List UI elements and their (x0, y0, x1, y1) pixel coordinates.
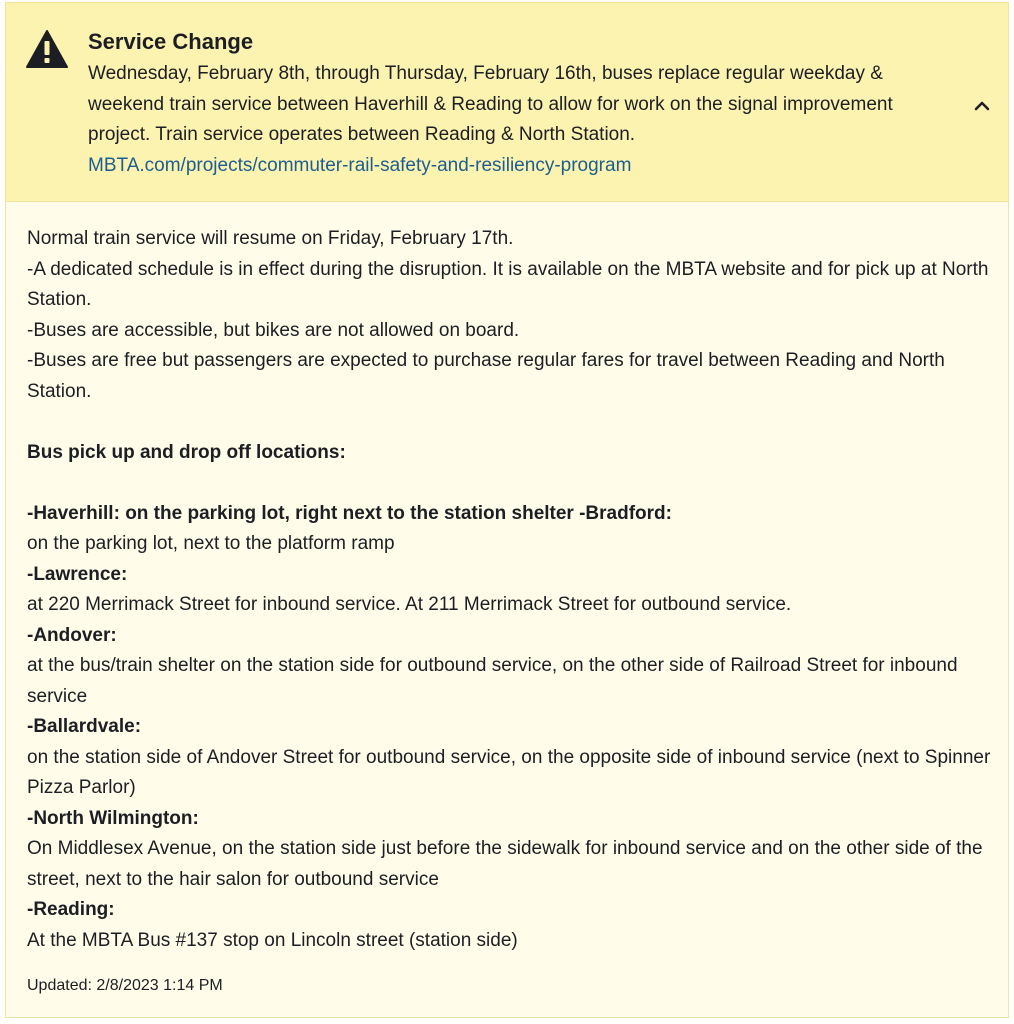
warning-triangle-icon (26, 29, 68, 69)
location-detail: on the parking lot, next to the platform ramp (27, 533, 395, 554)
location-detail: on the station side of Andover Street for outbound service, on the opposite side of inbound service (next to Spinner Pizza Parlor) (27, 746, 991, 798)
location-name: -Ballardvale: (27, 716, 142, 737)
location-detail: At the MBTA Bus #137 stop on Lincoln street (station side) (27, 929, 518, 951)
location-detail: On Middlesex Avenue, on the station side just before the sidewalk for inbound service and on the other side of the street, next to the hair salon for outbound service (27, 838, 983, 890)
location-name: -Reading: (27, 899, 115, 920)
alert-summary-text: Wednesday, February 8th, through Thursday, February 16th, buses replace regular weekday & weekend train service between Haverhill & Reading to allow for work on the signal improvement project. Train service operates between Reading & North Station. (88, 63, 893, 145)
alert-title: Service Change (88, 29, 254, 54)
location-name: -Andover: (27, 624, 117, 646)
intro-line: -A dedicated schedule is in effect during the disruption. It is available on the MBTA website and for pick up at North Station. (27, 258, 989, 310)
location-name: -North Wilmington: (27, 807, 199, 829)
intro-line: -Buses are accessible, but bikes are not allowed on board. (27, 319, 520, 341)
locations-heading: Bus pick up and drop off locations: (27, 441, 346, 463)
location-name: -Lawrence: (27, 563, 128, 585)
alert-body (27, 224, 992, 956)
chevron-up-icon (964, 87, 1000, 123)
location-detail: at 220 Merrimack Street for inbound service. At 211 Merrimack Street for outbound service. (27, 594, 792, 615)
location-detail: at the bus/train shelter on the station side for outbound service, on the other side of Railroad Street for inbound service (27, 655, 958, 707)
collapse-button[interactable] (964, 87, 1000, 123)
location-name: -Haverhill: on the parking lot, right next to the station shelter -Bradford: (27, 502, 672, 524)
intro-line: Normal train service will resume on Friday, February 17th. (27, 228, 514, 249)
project-link[interactable]: MBTA.com/projects/commuter-rail-safety-and-resiliency-program (88, 154, 632, 176)
intro-line: -Buses are free but passengers are expected to purchase regular fares for travel between Reading and North Station. (27, 350, 945, 402)
service-alert (5, 2, 1009, 1018)
alert-summary (88, 59, 938, 181)
updated-timestamp: Updated: 2/8/2023 1:14 PM (27, 977, 223, 994)
alert-header[interactable] (6, 3, 1008, 202)
